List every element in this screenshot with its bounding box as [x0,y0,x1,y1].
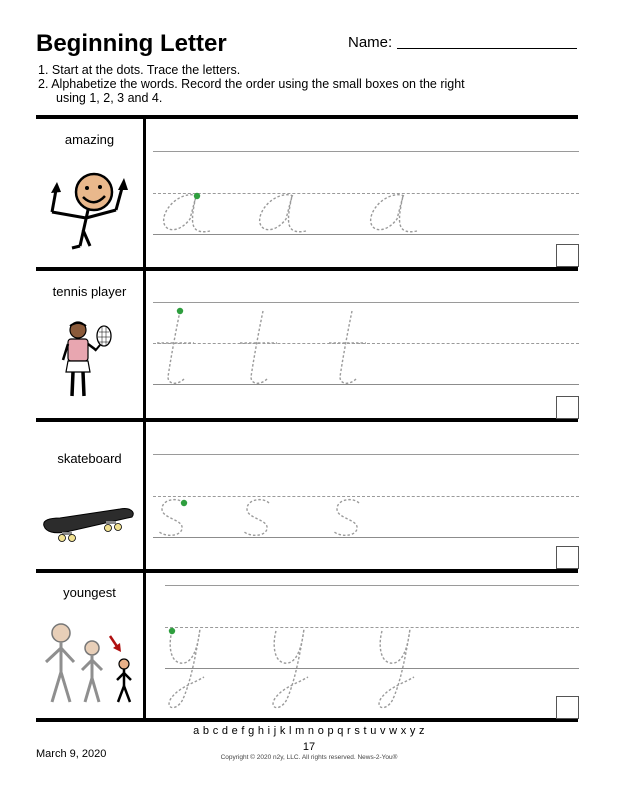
row-divider [36,267,578,271]
date: March 9, 2020 [36,748,107,760]
word-label: youngest [63,585,116,600]
page-number: 17 [302,741,316,753]
tennis-player-icon [62,320,117,408]
word-label: skateboard [57,451,122,466]
page-title: Beginning Letter [36,30,227,57]
top-line [153,151,579,152]
column-divider [143,117,146,721]
row-divider [36,418,578,422]
family-youngest-child-icon [40,622,140,706]
trace-letters [150,185,450,240]
top-line [165,585,579,586]
happy-person-thumbs-up-icon [42,168,137,250]
top-line [153,454,579,455]
order-box[interactable] [556,696,579,719]
skateboard-icon [40,506,138,546]
trace-letters [160,625,460,715]
instructions [38,63,538,105]
row-divider [36,569,578,573]
start-dot [169,628,175,634]
alphabet-strip: a b c d e f g h i j k l m n o p q r s t u v w x y z [193,725,425,737]
name-field[interactable] [397,48,577,49]
name-label: Name: [348,34,393,51]
trace-letters [150,305,450,390]
start-dot [177,308,183,314]
instruction-2: 2. Alphabetize the words. Record the order using the small boxes on the right [38,77,465,91]
table-bottom-border [36,718,578,722]
copyright: Copyright © 2020 n2y, LLC. All rights reserved. News-2-You® [220,754,398,761]
order-box[interactable] [556,396,579,419]
order-box[interactable] [556,546,579,569]
word-label: tennis player [52,284,127,299]
top-line [153,302,579,303]
instruction-2-continued: using 1, 2, 3 and 4. [56,91,163,105]
instruction-1: 1. Start at the dots. Trace the letters. [38,63,241,77]
word-label: amazing [64,132,115,147]
start-dot [194,193,200,199]
start-dot [181,500,187,506]
order-box[interactable] [556,244,579,267]
table-top-border [36,115,578,119]
trace-letters [150,495,450,540]
